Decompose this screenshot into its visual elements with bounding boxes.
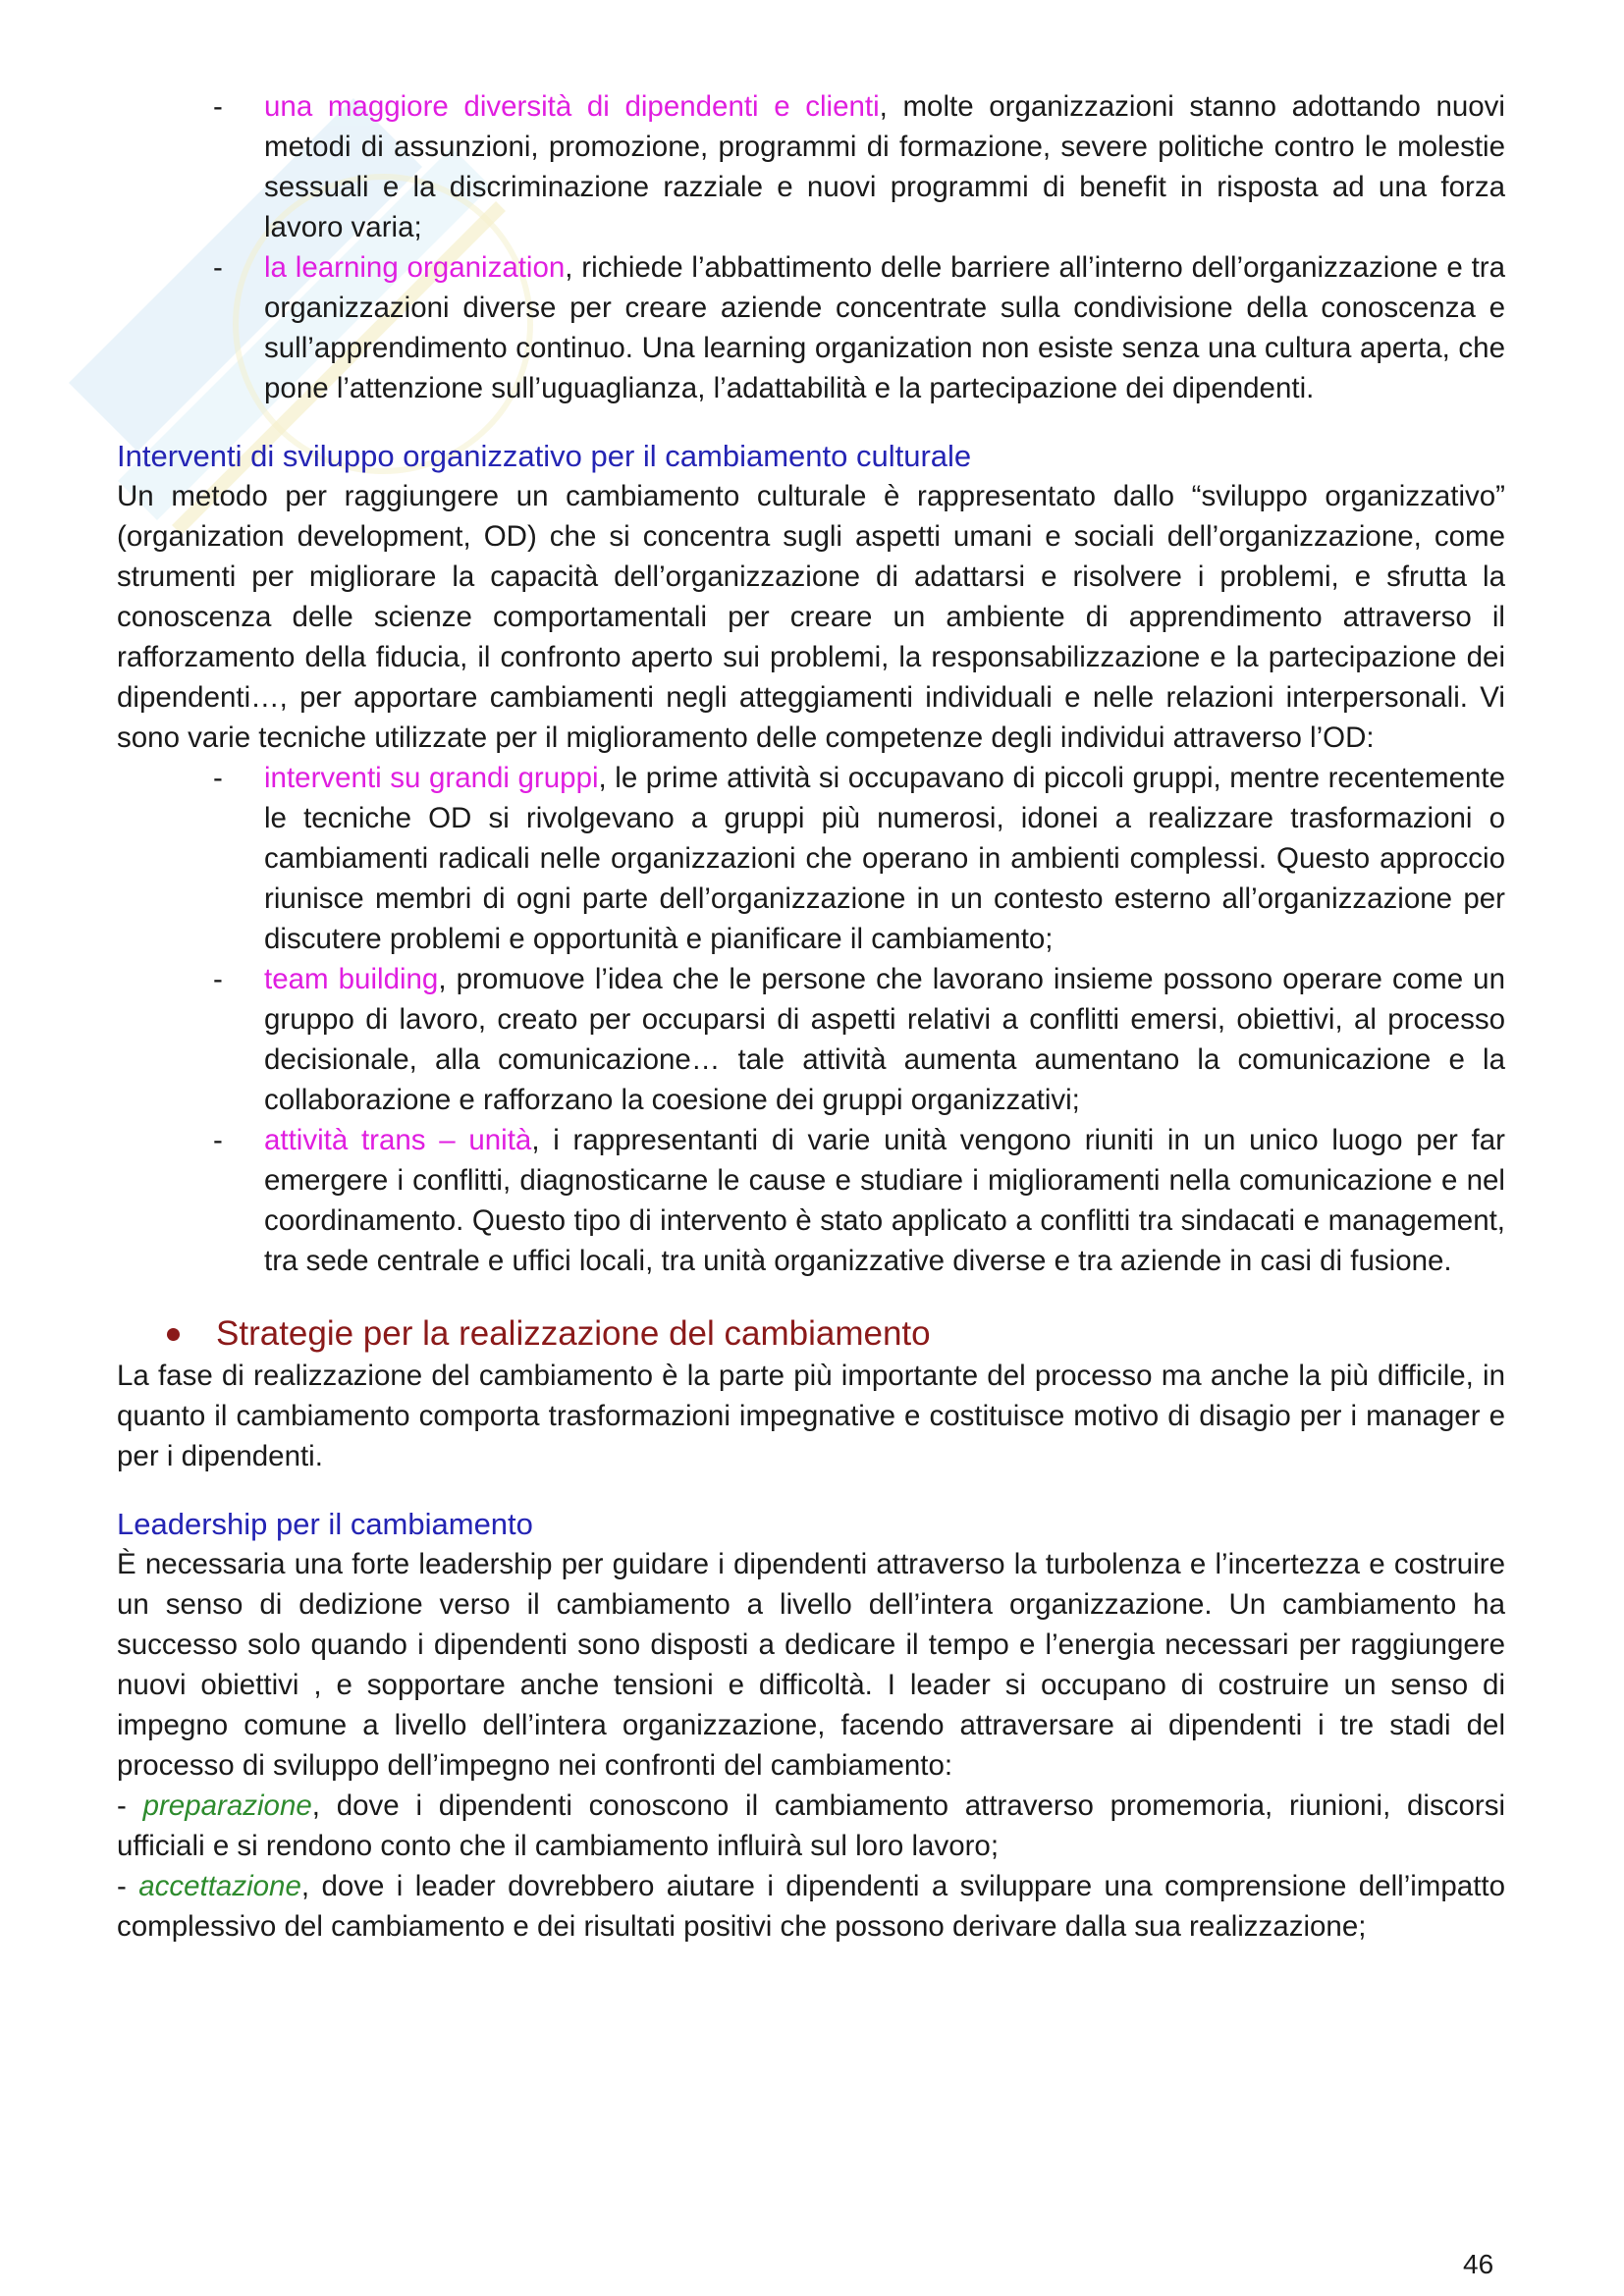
document-page — [117, 86, 1505, 1947]
stage-item — [117, 1786, 1505, 1866]
item-text: , i rappresentanti di varie unità vengono riuniti in un unico luogo per far emergere i conflitti, diagnosticarne le cause e studiare i miglioramenti nella comunicazione e nel coordinamento. Questo tipo di intervento è stato applicato a conflitti tra sindacati e management, tra sede centrale e uffici locali, tra unità organizzative diverse e tra aziende in casi di fusione. — [264, 1124, 1505, 1277]
term: interventi su grandi gruppi — [264, 762, 599, 794]
stage-prefix: - — [117, 1870, 139, 1902]
dash-marker: - — [213, 762, 223, 794]
item-text: , promuove l’idea che le persone che lavorano insieme possono operare come un gruppo di lavoro, creato per occuparsi di aspetti relativi a conflitti emersi, obiettivi, al processo decisionale, alla comunicazione… tale attività aumenta aumentano la comunicazione e la collaborazione e rafforzano la coesione dei gruppi organizzativi; — [264, 963, 1505, 1116]
page-number: 46 — [1463, 2249, 1494, 2279]
item-text: , molte organizzazioni stanno adottando nuovi metodi di assunzioni, promozione, programmi di formazione, severe politiche contro le molestie sessuali e la discriminazione razziale e nuovi programmi di benefit in risposta ad una forza lavoro varia; — [264, 90, 1505, 243]
item-text: , le prime attività si occupavano di piccoli gruppi, mentre recentemente le tecniche OD si rivolgevano a gruppi più numerosi, idonei a realizzare trasformazioni o cambiamenti radicali nelle organizzazioni che operano in ambienti complessi. Questo approccio riunisce membri di ogni parte dell’organizzazione in un contesto esterno all’organizzazione per discutere problemi e opportunità e pianificare il cambiamento; — [264, 762, 1505, 955]
term: la learning organization — [264, 251, 566, 284]
leadership-paragraph: È necessaria una forte leadership per guidare i dipendenti attraverso la turbolenza e l’incertezza e costruire un senso di dedizione verso il cambiamento a livello dell’intera organizzazione. Un cambiamento ha successo solo quando i dipendenti sono disposti a dedicare il tempo e l’energia necessari per raggiungere nuovi obiettivi , e sopportare anche tensioni e difficoltà. I leader si occupano di costruire un senso di impegno comune a livello dell’intera organizzazione, facendo attraversare ai dipendenti i tre stadi del processo di sviluppo dell’impegno nei confronti del cambiamento: — [117, 1548, 1505, 1782]
strategy-heading — [117, 1312, 1505, 1356]
list-item — [117, 758, 1505, 959]
term: una maggiore diversità di dipendenti e clienti — [264, 90, 880, 123]
dash-marker: - — [213, 963, 223, 995]
od-paragraph: Un metodo per raggiungere un cambiamento culturale è rappresentato dallo “sviluppo organizzativo” (organization development, OD) che si concentra sugli aspetti umani e sociali dell’organizzazione, come strumenti per migliorare la capacità dell’organizzazione di adattarsi e risolvere i problemi, e sfrutta la conoscenza delle scienze comportamentali per creare un ambiente di apprendimento attraverso il rafforzamento della fiducia, il confronto aperto sui problemi, la responsabilizzazione e la partecipazione dei dipendenti…, per apportare cambiamenti negli atteggiamenti individuali e nelle relazioni interpersonali. Vi sono varie tecniche utilizzate per il miglioramento delle competenze degli individui attraverso l’OD: — [117, 480, 1505, 754]
top-bullet-list — [117, 86, 1505, 408]
stage-prefix: - — [117, 1789, 143, 1822]
od-heading: Interventi di sviluppo organizzativo per il cambiamento culturale — [117, 439, 972, 473]
term: team building — [264, 963, 439, 995]
strategy-paragraph: La fase di realizzazione del cambiamento è la parte più importante del processo ma anche la più difficile, in quanto il cambiamento comporta trasformazioni impegnative e costituisce motivo di disagio per i manager e per i dipendenti. — [117, 1360, 1505, 1472]
strategy-heading-text: Strategie per la realizzazione del cambiamento — [216, 1314, 931, 1353]
list-item — [117, 959, 1505, 1120]
od-bullet-list — [117, 758, 1505, 1281]
leadership-heading: Leadership per il cambiamento — [117, 1507, 533, 1541]
dash-marker: - — [213, 251, 223, 284]
item-text: , richiede l’abbattimento delle barriere all’interno dell’organizzazione e tra organizzazioni diverse per creare aziende concentrate sulla condivisione della conoscenza e sull’apprendimento continuo. Una learning organization non esiste senza una cultura aperta, che pone l’attenzione sull’uguaglianza, l’adattabilità e la partecipazione dei dipendenti. — [264, 251, 1506, 404]
list-item — [117, 1120, 1505, 1281]
stage-term: preparazione — [142, 1789, 312, 1822]
stage-term: accettazione — [138, 1870, 301, 1902]
list-item — [117, 247, 1505, 408]
list-item — [117, 86, 1505, 247]
term: attività trans – unità — [264, 1124, 532, 1156]
dash-marker: - — [213, 90, 223, 123]
bullet-dot-icon — [167, 1328, 180, 1341]
dash-marker: - — [213, 1124, 223, 1156]
stage-text: , dove i leader dovrebbero aiutare i dipendenti a sviluppare una comprensione dell’impatto complessivo del cambiamento e dei risultati positivi che possono derivare dalla sua realizzazione; — [117, 1870, 1505, 1943]
stage-text: , dove i dipendenti conoscono il cambiamento attraverso promemoria, riunioni, discorsi ufficiali e si rendono conto che il cambiamento influirà sul loro lavoro; — [117, 1789, 1505, 1862]
stage-item — [117, 1866, 1505, 1947]
